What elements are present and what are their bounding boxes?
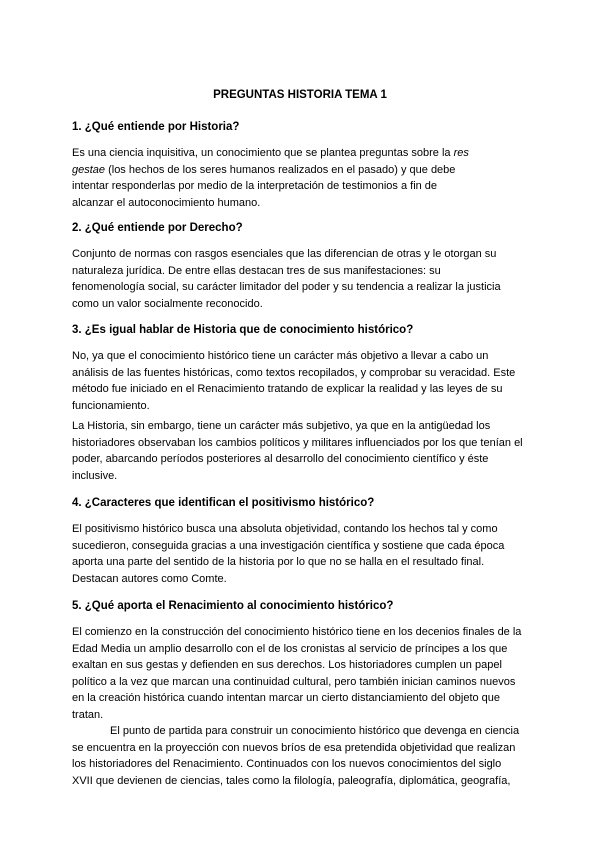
answer-4-line-3: aporta una parte del sentido de la historia por lo que no se halla en el resultado final. <box>72 556 485 568</box>
answer-5-line-6: tratan. <box>72 708 104 721</box>
answer-2-line-4: como un valor socialmente reconocido. <box>72 297 263 310</box>
answer-5-line-10: XVII que devienen de ciencias, tales como la filología, paleografía, diplomática, geografía, <box>72 774 511 787</box>
answer-4-line-2: sucedieron, conseguida gracias a una investigación científica y sostiene que cada época <box>72 539 505 552</box>
question-1-heading: 1. ¿Qué entiende por Historia? <box>72 121 240 133</box>
answer-4-paragraph <box>72 521 530 587</box>
answer-3b-line-3: poder, abarcando períodos posteriores al desarrollo del conocimiento científico y éste <box>72 453 489 465</box>
answer-3b-line-2: historiadores observaban los cambios políticos y militares influenciados por los que tenían el <box>72 436 523 449</box>
answer-3b-line-4: inclusive. <box>72 469 118 482</box>
answer-3b-line-1: La Historia, sin embargo, tiene un carácter más subjetivo, ya que en la antigüedad los <box>72 420 491 432</box>
answer-3-line-2: análisis de las fuentes históricas, como textos recopilados, y comprobar su veracidad. Este <box>72 366 516 379</box>
answer-2-line-3: fenomenología social, su carácter limitador del poder y su tendencia a realizar la justicia <box>72 281 501 293</box>
answer-5-line-5: en la creación histórica cuando intentan marcar un cierto distanciamiento del objeto que <box>72 692 501 704</box>
answer-4-line-4: Destacan autores como Comte. <box>72 572 227 585</box>
answer-1-paragraph <box>72 145 530 211</box>
answer-1-line-4: alcanzar el autoconocimiento humano. <box>72 196 261 209</box>
page-title: PREGUNTAS HISTORIA TEMA 1 <box>213 89 387 101</box>
question-5-heading: 5. ¿Qué aporta el Renacimiento al conocimiento histórico? <box>72 600 394 612</box>
answer-5-line-4: político a la vez que marcan una continuidad cultural, pero también inician caminos nuevos <box>72 675 516 688</box>
answer-2-line-2: naturaleza jurídica. De entre ellas destacan tres de sus manifestaciones: su <box>72 264 441 277</box>
answer-5-line-8: se encuentra en la proyección con nuevos bríos de esa pretendida objetividad que realizan <box>72 741 516 754</box>
answer-5-line-1: El comienzo en la construcción del conocimiento histórico tiene en los decenios finales de la <box>72 626 522 638</box>
answer-2-paragraph <box>72 246 530 312</box>
answer-3-paragraph-1 <box>72 348 530 414</box>
answer-1-line-1: Es una ciencia inquisitiva, un conocimiento que se plantea preguntas sobre la res <box>72 147 469 159</box>
answer-3-line-3: método fue iniciado en el Renacimiento tratando de explicar la realidad y las leyes de su <box>72 383 503 395</box>
answer-5-line-2: Edad Media un amplio desarrollo con el de los cronistas al servicio de príncipes a los que <box>72 642 508 655</box>
answer-4-line-1: El positivismo histórico busca una absoluta objetividad, contando los hechos tal y como <box>72 523 498 535</box>
answer-3-paragraph-2 <box>72 418 530 484</box>
answer-3-line-1: No, ya que el conocimiento histórico tiene un carácter más objetivo a llevar a cabo un <box>72 350 489 362</box>
question-3-heading: 3. ¿Es igual hablar de Historia que de conocimiento histórico? <box>72 324 414 336</box>
answer-1-line-3: intentar responderlas por medio de la interpretación de testimonios a fin de <box>72 180 438 192</box>
question-2-heading: 2. ¿Qué entiende por Derecho? <box>72 222 243 234</box>
answer-1-line-2: gestae (los hechos de los seres humanos realizados en el pasado) y que debe <box>72 163 456 176</box>
answer-5-line-3: exaltan en sus gestas y defienden en sus derechos. Los historiadores cumplen un papel <box>72 659 502 671</box>
question-4-heading: 4. ¿Caracteres que identifican el positivismo histórico? <box>72 497 375 509</box>
answer-5-line-9: los historiadores del Renacimiento. Continuados con los nuevos conocimientos del siglo <box>72 758 502 770</box>
answer-5-paragraph <box>72 624 530 789</box>
answer-5-line-7: El punto de partida para construir un conocimiento histórico que devenga en ciencia <box>110 725 520 737</box>
answer-2-line-1: Conjunto de normas con rasgos esenciales que las diferencian de otras y le otorgan su <box>72 248 497 260</box>
answer-3-line-4: funcionamiento. <box>72 399 150 412</box>
